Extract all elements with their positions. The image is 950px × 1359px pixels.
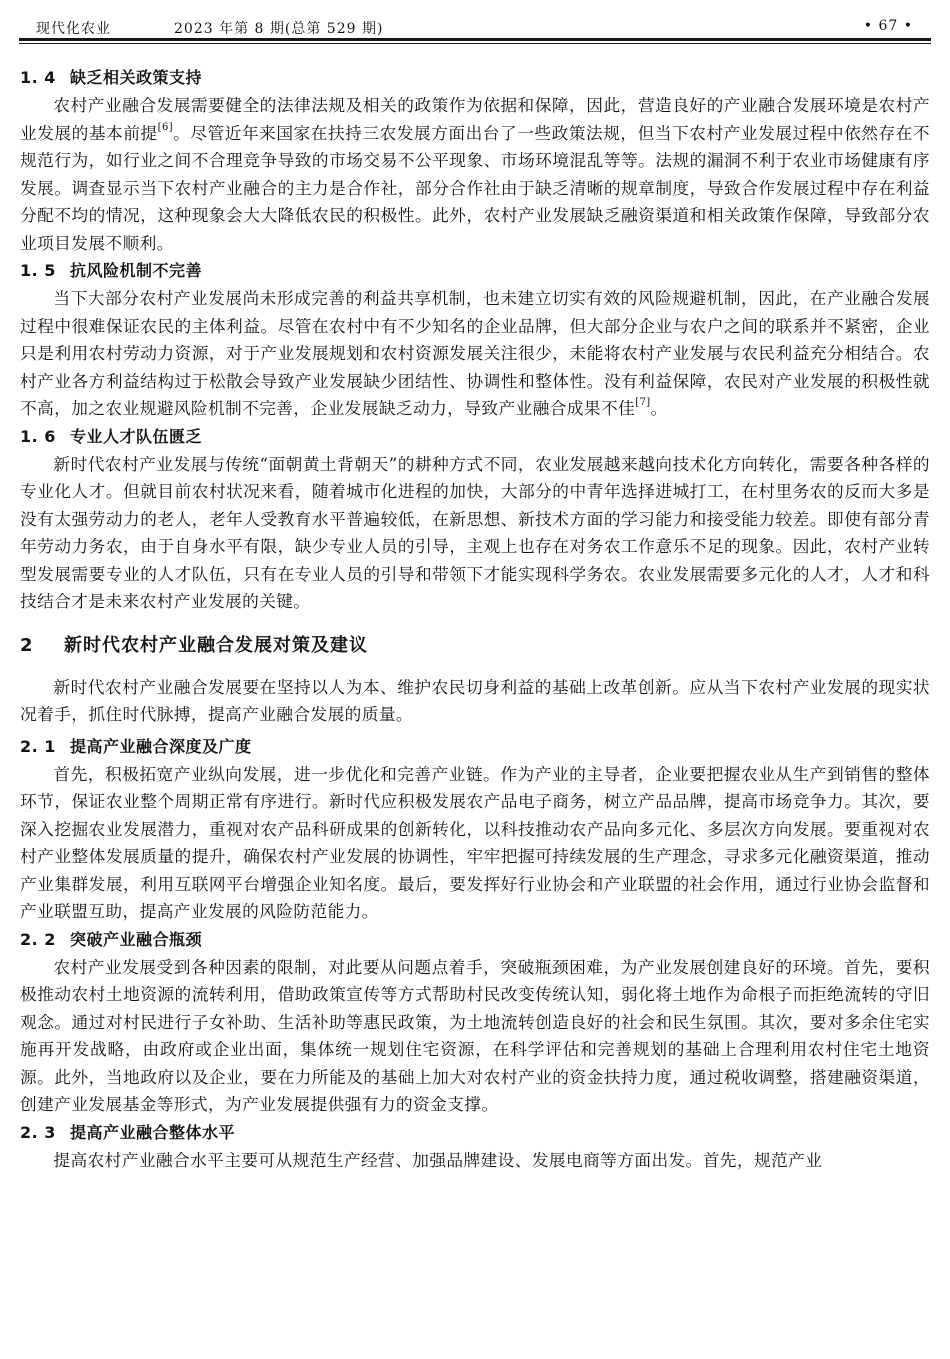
paragraph-text: 。 <box>650 398 668 418</box>
paragraph <box>20 92 930 257</box>
paragraph: 新时代农村产业融合发展要在坚持以人为本、维护农民切身利益的基础上改革创新。应从当下农村产业发展的现实状况着手，抓住时代脉搏，提高产业融合发展的质量。 <box>20 676 930 724</box>
section-title: 突破产业融合瓶颈 <box>70 929 203 949</box>
citation-ref: [6] <box>157 121 174 133</box>
section-number: 1. 4 <box>20 68 56 87</box>
section-heading-2 <box>20 622 930 670</box>
article-body <box>20 64 930 1174</box>
section-heading-2-2 <box>20 926 930 954</box>
section-number: 1. 5 <box>20 261 56 280</box>
paragraph <box>20 285 930 423</box>
header-rule-thin <box>19 43 931 44</box>
paragraph-text: 。尽管近年来国家在扶持三农发展方面出台了一些政策法规，但当下农村产业发展过程中依然存在不规范行为，如行业之间不合理竞争导致的市场交易不公平现象、市场环境混乱等等。法规的漏洞不利于农业市场健康有序发展。调查显示当下农村产业融合的主力是合作社，部分合作社由于缺乏清晰的规章制度，导致合作发展过程中存在利益分配不均的情况，这种现象会大大降低农民的积极性。此外，农村产业发展缺乏融资渠道和相关政策作保障，导致部分农业项目发展不顺利。 <box>20 122 930 253</box>
section-heading-2-1 <box>20 733 930 761</box>
header-rule-thick <box>19 38 931 41</box>
paragraph-text: 当下大部分农村产业发展尚未形成完善的利益共享机制，也未建立切实有效的风险规避机制，因此，在产业融合发展过程中很难保证农民的主体利益。尽管在农村中有不少知名的企业品牌，但大部分企业与农户之间的联系并不紧密，企业只是利用农村劳动力资源，对于产业发展规划和农村资源发展关注很少，未能将农村产业发展与农民利益充分相结合。农村产业各方利益结构过于松散会导致产业发展缺少团结性、协调性和整体性。没有利益保障，农民对产业发展的积极性就不高，加之农业规避风险机制不完善，企业发展缺乏动力，导致产业融合成果不佳 <box>20 288 930 418</box>
issue-info: 2023 年第 8 期(总第 529 期) <box>174 21 384 37</box>
section-number: 1. 6 <box>20 426 56 446</box>
section-heading-1-5 <box>20 257 930 285</box>
paragraph: 农村产业发展受到各种因素的限制，对此要从问题点着手，突破瓶颈困难，为产业发展创建良好的环境。首先，要积极推动农村土地资源的流转利用，借助政策宣传等方式帮助村民改变传统认知，弱化将土地作为命根子而拒绝流转的守旧观念。通过对村民进行子女补助、生活补助等惠民政策，为土地流转创造良好的社会和民生氛围。其次，要对多余住宅实施再开发战略，由政府或企业出面，集体统一规划住宅资源，在科学评估和完善规划的基础上合理利用农村住宅土地资源。此外，当地政府以及企业，要在力所能及的基础上加大对农村产业的资金扶持力度，通过税收调整，搭建融资渠道，创建产业发展基金等形式，为产业发展提供强有力的资金支撑。 <box>20 956 930 1114</box>
section-heading-1-6 <box>20 423 930 451</box>
section-title: 缺乏相关政策支持 <box>70 68 203 87</box>
section-title: 专业人才队伍匮乏 <box>70 426 203 446</box>
paragraph: 新时代农村产业发展与传统“面朝黄土背朝天”的耕种方式不同，农业发展越来越向技术化方向转化，需要各种各样的专业化人才。但就目前农村状况来看，随着城市化进程的加快，大部分的中青年选择进城打工，在村里务农的反而大多是没有太强劳动力的老人，老年人受教育水平普遍较低，在新思想、新技术方面的学习能力和接受能力较差。即使有部分青年劳动力务农，由于自身水平有限，缺少专业人员的引导，主观上也存在对务农工作意乐不足的现象。因此，农村产业转型发展需要专业的人才队伍，只有在专业人员的引导和带领下才能实现科学务农。农业发展需要多元化的人才，人才和科技结合才是未来农村产业发展的关键。 <box>20 453 930 611</box>
section-number: 2 <box>20 634 34 656</box>
section-title: 新时代农村产业融合发展对策及建议 <box>64 634 368 656</box>
section-number: 2. 1 <box>20 736 56 756</box>
section-heading-2-3 <box>20 1119 930 1147</box>
journal-name: 现代化农业 <box>36 21 111 37</box>
paragraph: 首先，积极拓宽产业纵向发展，进一步优化和完善产业链。作为产业的主导者，企业要把握农业从生产到销售的整体环节，保证农业整个周期正常有序进行。新时代应积极发展农产品电子商务，树立产品品牌，提高市场竞争力。其次，要深入挖掘农业发展潜力，重视对农产品科研成果的创新转化，以科技推动农产品向多元化、多层次方向发展。要重视对农村产业整体发展质量的提升，确保农村产业发展的协调性，牢牢把握可持续发展的生产理念，寻求多元化融资渠道，推动产业集群发展，利用互联网平台增强企业知名度。最后，要发挥好行业协会和产业联盟的社会作用，通过行业协会监督和产业联盟互助，提高产业发展的风险防范能力。 <box>20 763 930 921</box>
section-number: 2. 3 <box>20 1122 56 1142</box>
section-number: 2. 2 <box>20 929 56 949</box>
citation-ref: [7] <box>635 397 651 409</box>
section-heading-1-4 <box>20 64 930 92</box>
section-title: 提高产业融合深度及广度 <box>70 736 252 756</box>
paragraph: 提高农村产业融合水平主要可从规范生产经营、加强品牌建设、发展电商等方面出发。首先，规范产业 <box>53 1149 823 1170</box>
section-title: 提高产业融合整体水平 <box>70 1122 236 1142</box>
paragraph-text: 农村产业融合发展需要健全的法律法规及相关的政策作为依据和保障，因此，营造良好的产业融合发展环境是农村产业发展的基本前提 <box>20 95 930 143</box>
section-title: 抗风险机制不完善 <box>70 261 203 280</box>
page-number: • 67 • <box>863 18 913 34</box>
running-header <box>19 10 931 36</box>
